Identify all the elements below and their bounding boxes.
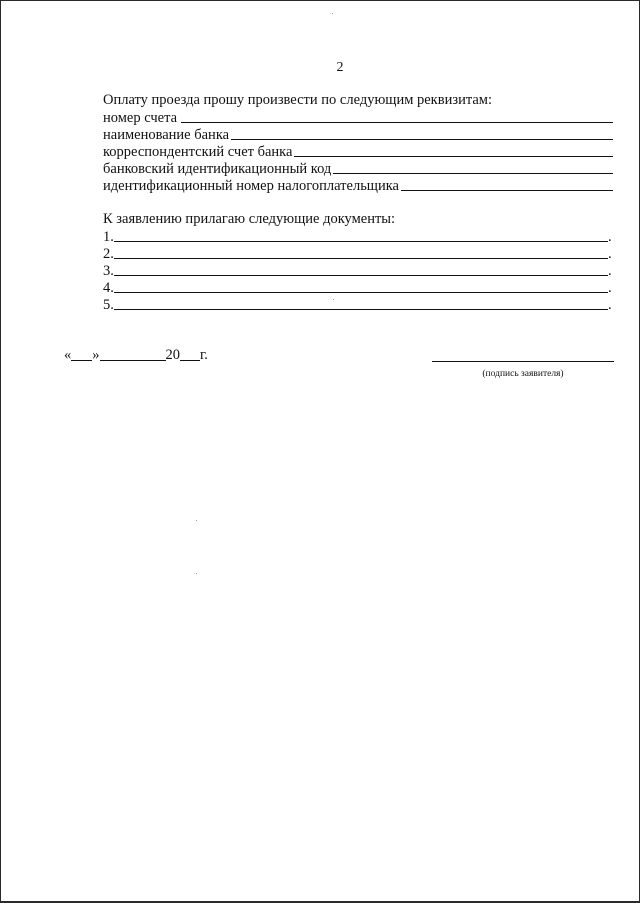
fill-line[interactable] [294,155,613,157]
attachments-heading: К заявлению прилагаю следующие документы: [103,211,396,227]
scan-speck [333,299,334,300]
requisites-section [103,92,613,194]
field-correspondent-account[interactable] [103,143,613,160]
fill-line[interactable] [333,172,613,174]
field-label: идентификационный номер налогоплательщика [103,178,399,194]
field-bik[interactable] [103,160,613,177]
fill-line[interactable] [114,274,608,276]
attachment-end-mark: . [608,280,612,296]
field-label: банковский идентификационный код [103,161,332,177]
fill-line[interactable] [114,291,608,293]
year-blank[interactable] [180,346,200,361]
attachment-number: 3. [103,263,114,279]
date-field [64,346,208,363]
attachment-number: 1. [103,229,114,245]
attachment-end-mark: . [608,297,612,313]
signature-line[interactable] [432,361,614,362]
year-prefix: 20 [165,347,180,363]
date-open-quote: « [64,347,72,363]
field-label: наименование банка [103,127,230,143]
fill-line[interactable] [231,138,613,140]
attachment-end-mark: . [608,246,612,262]
attachment-item-5[interactable] [103,296,613,313]
fill-line[interactable] [401,189,613,191]
attachments-section [103,211,613,313]
attachment-item-2[interactable] [103,245,613,262]
field-label: номер счета [103,110,178,126]
field-inn[interactable] [103,177,613,194]
fill-line[interactable] [181,121,613,123]
year-suffix: г. [200,347,208,363]
field-bank-name[interactable] [103,126,613,143]
attachment-end-mark: . [608,229,612,245]
attachment-item-3[interactable] [103,262,613,279]
attachment-number: 2. [103,246,114,262]
scan-speck [196,520,197,521]
attachment-number: 4. [103,280,114,296]
scan-speck [196,573,197,574]
page-number: 2 [336,60,344,75]
date-close-quote: » [92,347,100,363]
month-blank[interactable] [100,346,166,361]
attachment-item-4[interactable] [103,279,613,296]
field-label: корреспондентский счет банка [103,144,293,160]
scan-speck [332,13,333,14]
fill-line[interactable] [114,308,608,310]
field-account-number[interactable] [103,109,613,126]
fill-line[interactable] [114,240,608,242]
requisites-heading: Оплату проезда прошу произвести по следующим реквизитам: [103,92,492,108]
attachment-end-mark: . [608,263,612,279]
fill-line[interactable] [114,257,608,259]
attachment-number: 5. [103,297,114,313]
signature-caption: (подпись заявителя) [482,369,564,379]
day-blank[interactable] [71,346,92,361]
attachment-item-1[interactable] [103,228,613,245]
